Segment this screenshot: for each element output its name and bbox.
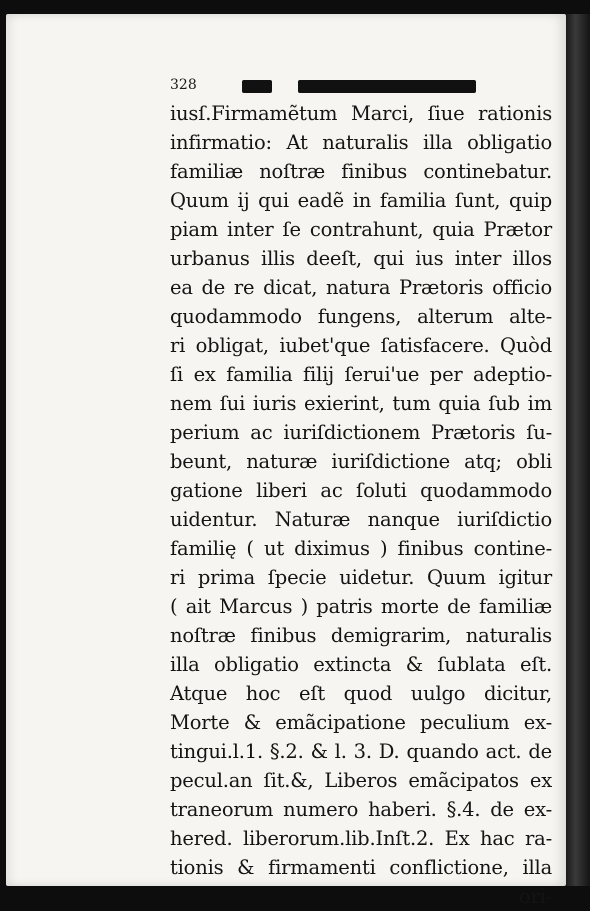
text-line: pecul.an ſit.&, Liberos emãcipatos ex <box>170 769 552 792</box>
text-line: perium ac iuriſdictionem Prætoris ſu- <box>170 421 552 444</box>
text-line: infirmatio: At naturalis illa obligatio <box>170 131 552 154</box>
text-line: familiæ noſtræ finibus continebatur. <box>170 160 552 183</box>
text-line: ea de re dicat, natura Prætoris officio <box>170 276 552 299</box>
text-line: familię ( ut diximus ) finibus contine- <box>170 537 552 560</box>
text-line: iusſ.Firmamẽtum Marci, ſiue rationis <box>170 102 552 125</box>
text-line: uidentur. Naturæ nanque iuriſdictio <box>170 508 552 531</box>
text-line: hered. liberorum.lib.Inſt.2. Ex hac ra- <box>170 827 552 850</box>
page-number: 328 <box>170 77 197 93</box>
redaction-bar <box>298 80 476 93</box>
text-line: Quum ij qui eadẽ in familia ſunt, quip <box>170 189 552 212</box>
text-line: urbanus illis deeſt, qui ius inter illos <box>170 247 552 270</box>
text-line: ( ait Marcus ) patris morte de familiæ <box>170 595 552 618</box>
text-line: gatione liberi ac ſoluti quodammodo <box>170 479 552 502</box>
text-line: piam inter ſe contrahunt, quia Prætor <box>170 218 552 241</box>
text-line: noſtræ finibus demigrarim, naturalis <box>170 624 552 647</box>
text-line: quodammodo fungens, alterum alte- <box>170 305 552 328</box>
book-gutter <box>566 14 590 886</box>
text-line: ri obligat, iubet'que ſatisfacere. Quòd <box>170 334 552 357</box>
text-line: tionis & firmamenti conflictione, illa <box>170 856 552 879</box>
body-text <box>170 99 552 911</box>
text-line: illa obligatio extincta & ſublata eſt. <box>170 653 552 676</box>
catchword: ori- <box>518 885 552 908</box>
text-line: beunt, naturæ iuriſdictione atq; obli <box>170 450 552 473</box>
redaction-bar <box>242 80 272 93</box>
text-line: ſi ex familia filij ſerui'ue per adeptio- <box>170 363 552 386</box>
text-line: tingui.l.1. §.2. & l. 3. D. quando act. de <box>170 740 552 763</box>
text-line: nem ſui iuris exierint, tum quia ſub im <box>170 392 552 415</box>
text-line: ri prima ſpecie uidetur. Quum igitur <box>170 566 552 589</box>
text-line: Morte & emãcipatione peculium ex- <box>170 711 552 734</box>
page-header <box>170 76 490 98</box>
text-line: traneorum numero haberi. §.4. de ex- <box>170 798 552 821</box>
text-line: Atque hoc eſt quod uulgo dicitur, <box>170 682 552 705</box>
